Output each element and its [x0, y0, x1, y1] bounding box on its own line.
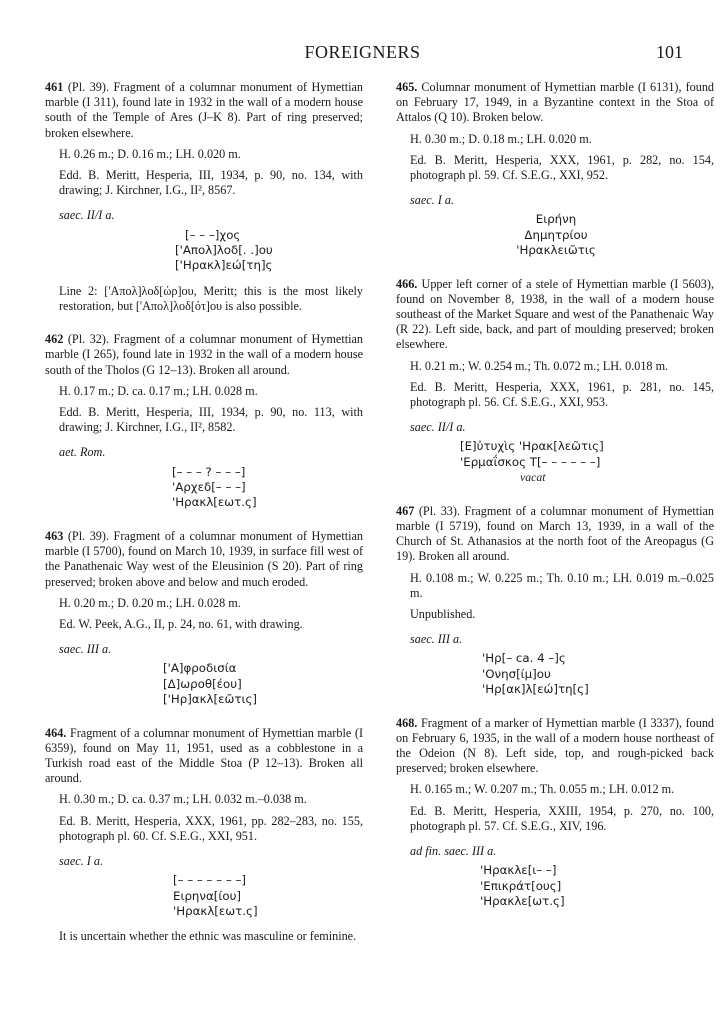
inscription-text: [173, 873, 363, 919]
editions: Edd. B. Meritt, Hesperia, III, 1934, p. 90, no. 113, with drawing; J. Kirchner, I.G., II², 8582.: [59, 405, 363, 435]
inscription-line: 'Ερμαΐσκος Τ[– – – – – –]: [460, 454, 601, 469]
inscription-text: [482, 651, 714, 697]
dimensions: H. 0.26 m.; D. 0.16 m.; LH. 0.020 m.: [59, 146, 241, 161]
inscription-text: [163, 661, 363, 707]
commentary: It is uncertain whether the ethnic was masculine or feminine.: [59, 929, 357, 944]
entry-465: [396, 80, 714, 259]
dimensions: H. 0.30 m.; D. ca. 0.37 m.; LH. 0.032 m.–0.038 m.: [59, 792, 307, 807]
entry-number: 465.: [396, 80, 418, 94]
editions: Unpublished.: [410, 606, 476, 621]
entry-number: 461: [45, 80, 64, 94]
entry-number: 468.: [396, 715, 418, 730]
page-number: 101: [656, 42, 683, 62]
description-text: Fragment of a columnar monument of Hymettian marble (I 6359), found on May 11, 1951, used as a cobblestone in a Turkish road east of the Middle Stoa (P 12–13). Broken all around.: [45, 725, 364, 786]
date: aet. Rom.: [59, 445, 106, 460]
dimensions: H. 0.21 m.; W. 0.254 m.; Th. 0.072 m.; LH. 0.018 m.: [410, 358, 669, 373]
inscription-line: 'Ηρ[– ca. 4 –]ς: [482, 651, 566, 666]
dimensions: H. 0.165 m.; W. 0.207 m.; Th. 0.055 m.; LH. 0.012 m.: [410, 782, 675, 797]
inscription-line: 'Ηρακλε[ωτ.ς]: [480, 893, 565, 908]
entry-number: 462: [45, 332, 64, 347]
date: saec. II/I a.: [59, 208, 115, 223]
entry-description: [396, 716, 714, 777]
dimensions: H. 0.30 m.; D. 0.18 m.; LH. 0.020 m.: [410, 131, 592, 146]
inscription-line: 'Ηρ[ακ]λ[εώ]τη[ς]: [482, 682, 589, 697]
inscription-line: Ειρηνα[ίου]: [173, 888, 242, 903]
date: saec. III a.: [410, 632, 463, 647]
dimensions: H. 0.108 m.; W. 0.225 m.; Th. 0.10 m.; LH. 0.019 m.–0.025 m.: [410, 570, 714, 600]
date: saec. III a.: [59, 642, 112, 657]
dimensions: H. 0.17 m.; D. ca. 0.17 m.; LH. 0.028 m.: [59, 383, 258, 398]
date: saec. I a.: [59, 853, 103, 868]
entry-number: 464.: [45, 725, 67, 740]
inscription-line: [Ε]ὐτυχὶς 'Ηρακ[λεῶτις]: [460, 439, 604, 454]
inscription-line: ['Α]φροδισία: [163, 661, 237, 676]
inscription-line: ['Ηρ]ακλ[εῶτις]: [163, 692, 257, 707]
inscription-line: [– – – ? – – –]: [172, 464, 246, 479]
entry-description: [45, 332, 363, 378]
running-head: FOREIGNERS: [304, 42, 421, 62]
entry-description: [45, 529, 363, 590]
entry-number: 463: [45, 528, 64, 543]
inscription-text: [460, 439, 714, 485]
inscription-text: [480, 863, 714, 909]
dimensions: H. 0.20 m.; D. 0.20 m.; LH. 0.028 m.: [59, 595, 241, 610]
left-column: [45, 80, 363, 945]
date: saec. II/I a.: [410, 420, 466, 435]
inscription-line: [Δ]ωροθ[έου]: [163, 676, 242, 691]
description-text: Columnar monument of Hymettian marble (I 6131), found on February 17, 1949, in a Byzantine context in the Stoa of Attalos (Q 10). Broken below.: [396, 80, 715, 125]
inscription-text: [175, 228, 363, 274]
editions: Ed. W. Peek, A.G., II, p. 24, no. 61, with drawing.: [59, 616, 303, 631]
entry-description: [45, 80, 363, 141]
commentary: Line 2: ['Απολ]λοδ[ώρ]ου, Meritt; this is the most likely restoration, but ['Απολ]λοδ[ότ]ου is also possible.: [59, 283, 363, 314]
entry-number: 467: [396, 503, 415, 518]
entry-461: [45, 80, 363, 314]
description-text: Upper left corner of a stele of Hymettian marble (I 5603), found on November 8, 1938, in the wall of a modern house southeast of the Market Square and west of the Panathenaic Way (R 22). Left side, back, and part of moulding preserved; broken elsewhere.: [396, 276, 715, 352]
date: ad fin. saec. III a.: [410, 843, 497, 858]
editions: Ed. B. Meritt, Hesperia, XXX, 1961, pp. 282–283, no. 155, photograph pl. 60. Cf. S.E.G., XXI, 951.: [59, 813, 363, 843]
inscription-line: Ειρήνη: [535, 212, 577, 227]
inscription-line: Δημητρίου: [524, 227, 588, 242]
page-header: [0, 40, 725, 70]
entry-number: 466.: [396, 276, 418, 291]
inscription-line: [– – – – – – –]: [173, 873, 246, 888]
inscription-line: 'Επικράτ[ους]: [480, 878, 562, 893]
date: saec. I a.: [410, 193, 454, 208]
entry-466: [396, 277, 714, 486]
entry-464: [45, 726, 363, 945]
entry-468: [396, 716, 714, 910]
entry-description: [396, 504, 714, 565]
inscription-line: 'Ηρακλ[εωτ.ς]: [173, 903, 258, 918]
inscription-text: [496, 212, 616, 258]
entry-462: [45, 332, 363, 511]
inscription-line: 'Ηρακλ[εωτ.ς]: [172, 495, 257, 510]
inscription-line: ['Απολ]λοδ[. .]ου: [175, 243, 273, 258]
inscription-line: 'Ηρακλε[ι– –]: [480, 863, 557, 878]
description-text: (Pl. 33). Fragment of a columnar monument of Hymettian marble (I 5719), found on March 13, 1939, in a wall of the Church of St. Athanasios at the north foot of the Areopagus (G 19). Broken all around.: [396, 503, 715, 564]
entry-description: [45, 726, 363, 787]
inscription-line: ['Ηρακλ]εώ[τη]ς: [175, 258, 273, 273]
editions: Edd. B. Meritt, Hesperia, III, 1934, p. 90, no. 134, with drawing; J. Kirchner, I.G., II², 8567.: [59, 168, 363, 198]
entry-description: [396, 80, 714, 126]
editions: Ed. B. Meritt, Hesperia, XXIII, 1954, p. 270, no. 100, photograph pl. 57. Cf. S.E.G., XIV, 196.: [410, 803, 714, 833]
description-text: (Pl. 32). Fragment of a columnar monument of Hymettian marble (I 265), found late in 1932 in the wall of a modern house south of the Tholos (G 12–13). Broken all around.: [45, 332, 364, 377]
description-text: (Pl. 39). Fragment of a columnar monument of Hymettian marble (I 5700), found on March 10, 1939, in surface fill west of the Panathenaic Way west of the Eleusinion (S 20). Part of ring preserved; broken above and below and much eroded.: [45, 528, 364, 589]
inscription-line: [– – –]χος: [185, 227, 241, 242]
inscription-line: 'Αρχεδ[– – –]: [172, 480, 246, 495]
editions: Ed. B. Meritt, Hesperia, XXX, 1961, p. 281, no. 145, photograph pl. 56. Cf. S.E.G., XXI, 953.: [410, 379, 714, 410]
entry-463: [45, 529, 363, 708]
editions: Ed. B. Meritt, Hesperia, XXX, 1961, p. 282, no. 154, photograph pl. 59. Cf. S.E.G., XXI, 952.: [410, 152, 714, 183]
description-text: Fragment of a marker of Hymettian marble (I 3337), found on February 6, 1935, in the wall of a modern house northeast of the Odeion (N 8). Left side, top, and rough-picked back preserved; broken elsewhere.: [396, 715, 715, 776]
inscription-text: [172, 465, 363, 511]
description-text: (Pl. 39). Fragment of a columnar monument of Hymettian marble (I 311), found late in 1932 in the wall of a modern house south of the Temple of Ares (J–K 8). Part of ring preserved; broken elsewhere.: [45, 80, 364, 140]
inscription-line: 'Ηρακλειῶτις: [516, 243, 596, 258]
inscription-line: 'Ονησ[ίμ]ου: [482, 666, 551, 681]
inscription-line: vacat: [520, 470, 546, 485]
right-column: [396, 80, 714, 909]
entry-description: [396, 277, 714, 353]
entry-467: [396, 504, 714, 698]
